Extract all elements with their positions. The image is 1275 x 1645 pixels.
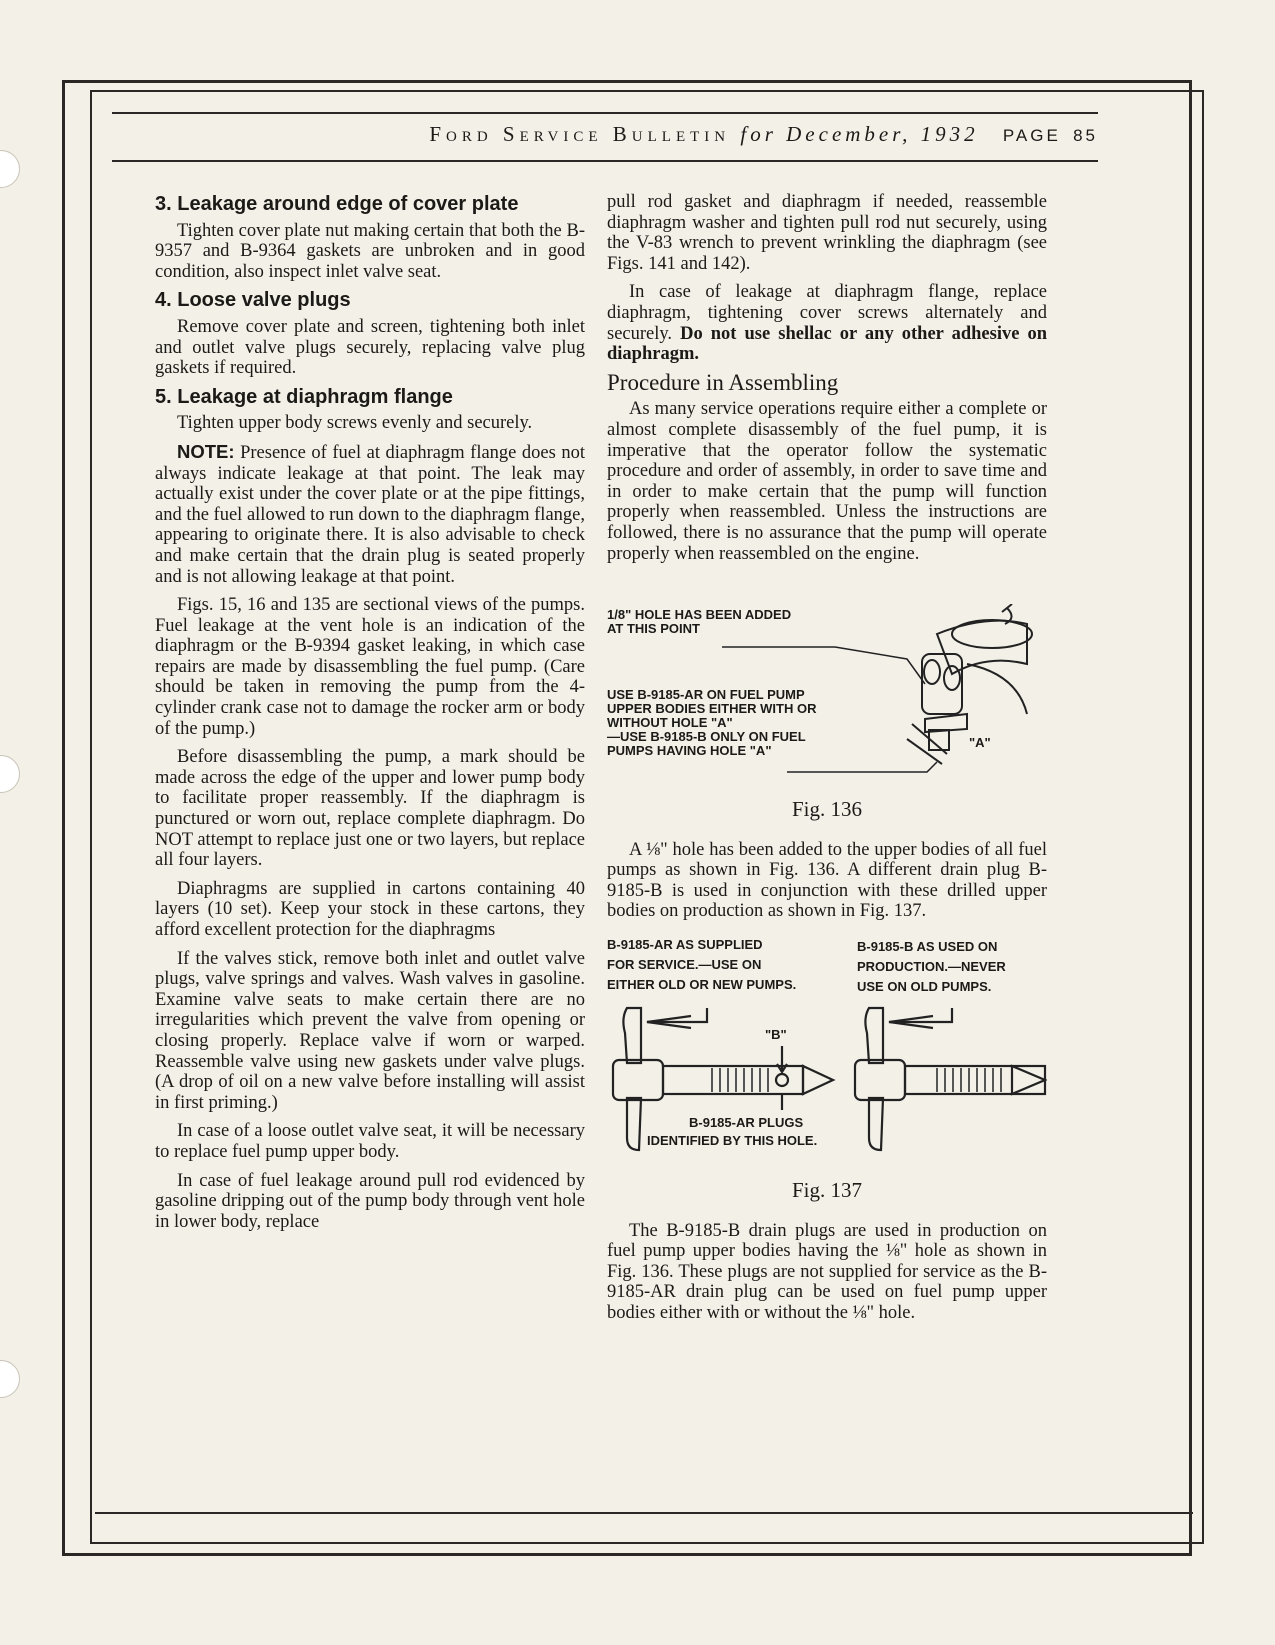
hole-label-line-2: AT THIS POINT [607,621,700,637]
hole-label-line-1: 1/8" HOLE HAS BEEN ADDED [607,607,792,623]
ar-label-line-2: FOR SERVICE.—USE ON [607,957,762,973]
procedure-paragraph: As many service operations require either a complete or almost complete disassembly of the fuel pump, it is imperative that the operator follow the systematic procedure and order of assembly, in order to save time and in order to make certain that the pump will function properly when reassembled. Unless the instructions are followed, there is no assurance that the pump will operate properly when reassembled on the engine. [607,399,1047,564]
page-label: PAGE [1002,126,1061,145]
header-text [429,122,1098,147]
use-label-line-3: WITHOUT HOLE "A" [607,715,733,731]
left-column [155,192,585,1240]
use-label-line-1: USE B-9185-AR ON FUEL PUMP [607,687,805,703]
page-bottom-rule [95,1512,1193,1514]
figure-136-caption: Fig. 136 [791,797,862,822]
ident-label-line-1: B-9185-AR PLUGS [689,1115,804,1131]
continued-paragraph: pull rod gasket and diaphragm if needed, reassemble diaphragm washer and tighten pull rod nut securely, using the V-83 wrench to prevent wrinkling the diaphragm (see Figs. 141 and 142). [607,192,1047,274]
ar-label-line-3: EITHER OLD OR NEW PUMPS. [607,977,797,993]
section-5-heading: 5. Leakage at diaphragm flange [155,385,453,408]
hole-a-label: "A" [969,735,991,751]
figs-paragraph: Figs. 15, 16 and 135 are sectional views of the pumps. Fuel leakage at the vent hole is an indication of the diaphragm or the B-9394 gasket leaking, in which case repairs are made by disassembling the fuel pump. (Care should be taken in removing the pump from the 4-cylinder crank case not to damage the rocker arm or body of the pump.) [155,595,585,739]
cartons-paragraph: Diaphragms are supplied in cartons containing 40 layers (10 set). Keep your stock in these cartons, they afford excellent protection for the diaphragms [155,878,585,940]
binder-hole-middle [0,755,20,793]
b-label-line-1: B-9185-B AS USED ON [857,939,998,955]
before-disassembling-paragraph: Before disassembling the pump, a mark should be made across the edge of the upper and lower pump body to facilitate proper reassembly. If the diaphragm is punctured or worn out, replace complete diaphragm. Do NOT attempt to replace just one or two layers, but replace all four layers. [155,747,585,871]
b-label-line-2: PRODUCTION.—NEVER [857,959,1006,975]
valves-paragraph: If the valves stick, remove both inlet and outlet valve plugs, valve springs and valves. Wash valves in gasoline. Examine valve seats to make certain there are no irregularities which prevent the valve from opening or closing properly. Replace valve if worn or warped. Reassemble valve using new gaskets under valve plugs. (A drop of oil on a new valve before installing will assist in first priming.) [155,948,585,1113]
b-hole-label: "B" [765,1027,787,1043]
ar-label-line-1: B-9185-AR AS SUPPLIED [607,937,763,953]
flange-paragraph [607,282,1047,364]
figure-137 [607,938,1047,1170]
section-5-paragraph: Tighten upper body screws evenly and securely. [177,413,533,434]
procedure-heading: Procedure in Assembling [607,369,839,395]
figure-136 [607,604,1047,789]
publication-title: Ford Service Bulletin [429,122,731,146]
binder-hole-bottom [0,1360,20,1398]
figure-137-caption: Fig. 137 [791,1178,862,1203]
section-3-paragraph: Tighten cover plate nut making certain that both the B-9357 and B-9364 gaskets are unbroken and in good condition, also inspect inlet valve seat. [155,220,585,282]
flange-text: In case of leakage at diaphragm flange, replace diaphragm, tightening cover screws alternately and securely. [607,282,1047,344]
right-column [607,192,1047,1332]
use-label-line-2: UPPER BODIES EITHER WITH OR [607,701,817,717]
note-paragraph [155,442,585,587]
use-label-line-4: —USE B-9185-B ONLY ON FUEL [607,729,806,745]
running-header [112,112,1098,162]
page-number: 85 [1073,126,1098,145]
binder-hole-top [0,150,20,188]
issue-date: for December, 1932 [740,122,979,146]
section-3-heading: 3. Leakage around edge of cover plate [155,193,519,215]
outlet-seat-paragraph: In case of a loose outlet valve seat, it will be necessary to replace fuel pump upper body. [155,1121,585,1162]
flange-warning: Do not use shellac or any other adhesive on diaphragm. [607,323,1048,365]
hole-added-paragraph: A ⅛" hole has been added to the upper bodies of all fuel pumps as shown in Fig. 136. A different drain plug B-9185-B is used in conjunction with these drilled upper bodies on production as shown in Fig. 137. [607,839,1047,922]
pull-rod-paragraph: In case of fuel leakage around pull rod evidenced by gasoline dripping out of the pump body through vent hole in lower body, replace [155,1170,585,1232]
b-label-line-3: USE ON OLD PUMPS. [857,979,992,995]
note-body: Presence of fuel at diaphragm flange does not always indicate leakage at that point. The leak may actually exist under the cover plate or at the pipe fittings, and the fuel allowed to run down to the diaphragm flange, appearing to originate there. It is also advisable to check and make certain that the drain plug is seated properly and is not allowing leakage at that point. [155,442,585,587]
section-4-heading: 4. Loose valve plugs [155,289,351,312]
section-4-paragraph: Remove cover plate and screen, tightening both inlet and outlet valve plugs securely, replacing valve plug gaskets if required. [155,316,585,379]
ident-label-line-2: IDENTIFIED BY THIS HOLE. [647,1133,818,1149]
final-paragraph: The B-9185-B drain plugs are used in production on fuel pump upper bodies having the ⅛" hole as shown in Fig. 136. These plugs are not supplied for service as the B-9185-AR drain plug can be used on fuel pump upper bodies either with or without the ⅛" hole. [607,1220,1047,1324]
use-label-line-5: PUMPS HAVING HOLE "A" [607,743,772,759]
note-lead: NOTE: [177,440,235,462]
